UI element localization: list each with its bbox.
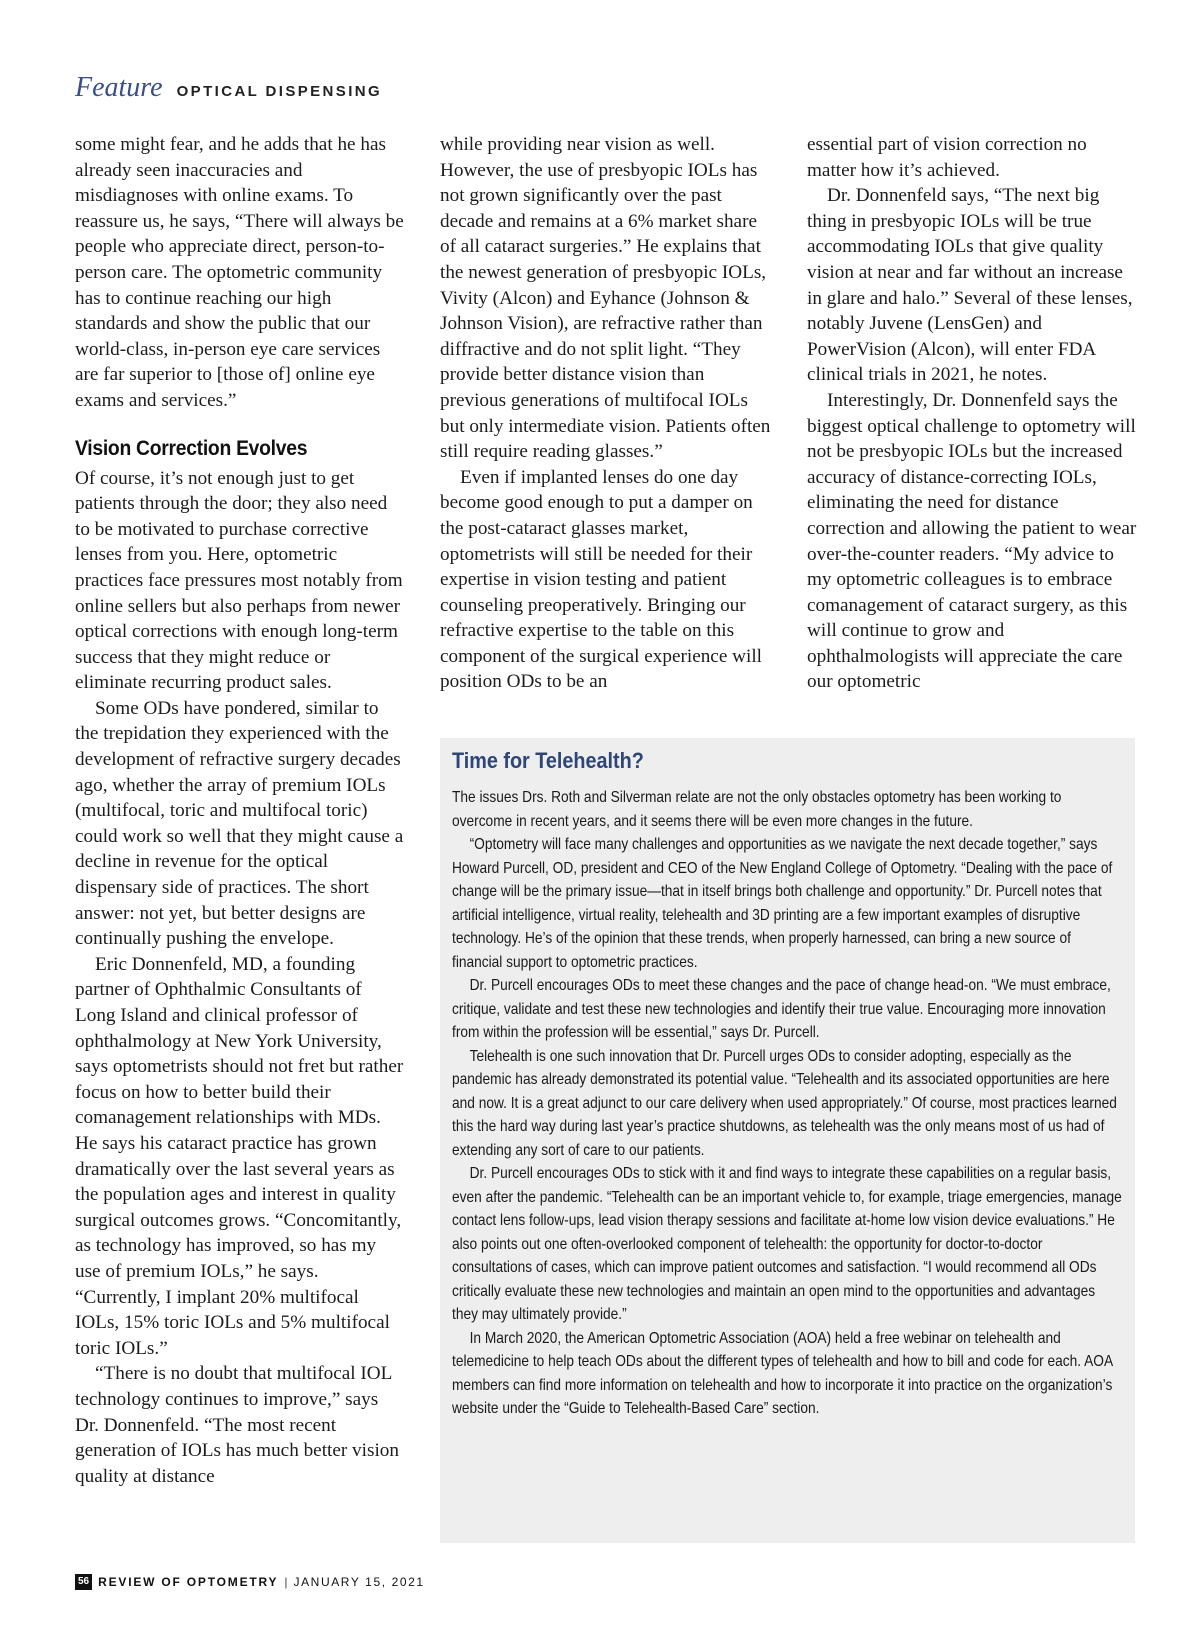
sidebar-paragraph-3: Dr. Purcell encourages ODs to meet these changes and the pace of change head-on. “We must embrace, critique, validate and test these new technologies and identify their true value. Encouraging more innovation from within the profession will be essential,” says Dr. Purcell.	[452, 977, 1111, 1041]
running-header	[75, 72, 382, 104]
sidebar-body	[452, 786, 1124, 1421]
column-2	[440, 132, 772, 695]
column-1	[75, 132, 405, 1489]
sidebar-paragraph-4: Telehealth is one such innovation that Dr. Purcell urges ODs to consider adopting, especially as the pandemic has already demonstrated its potential value. “Telehealth and its associated opportunities are here and now. It is a great adjunct to our care delivery when used appropriately.” Of course, most practices learned this the hard way during last year’s practice shutdowns, as telehealth was the only means most of us had of extending any sort of care to our patients.	[452, 1047, 1117, 1159]
col3-paragraph-2: Dr. Donnenfeld says, “The next big thing in presbyopic IOLs will be true accommodating IOLs that give quality vision at near and far without an increase in glare and halo.” Several of these lenses, notably Juvene (LensGen) and PowerVision (Alcon), will enter FDA clinical trials in 2021, he notes.	[807, 185, 1133, 386]
sidebar-paragraph-2: “Optometry will face many challenges and opportunities as we navigate the next decade together,” says Howard Purcell, OD, president and CEO of the New England College of Optometry. “Dealing with the pace of change will be the primary issue—that in itself brings both challenge and opportunity.” Dr. Purcell notes that artificial intelligence, virtual reality, telehealth and 3D printing are a few important examples of disruptive technology. He’s of the opinion that these trends, when properly harnessed, can bring a new source of financial support to optometric practices.	[452, 836, 1113, 971]
col1-paragraph-5: “There is no doubt that multifocal IOL technology continues to improve,” says Dr. Donnenfeld. “The most recent generation of IOLs has much better vision quality at distance	[75, 1363, 399, 1487]
col2-paragraph-2: Even if implanted lenses do one day become good enough to put a damper on the post-cataract glasses market, optometrists will still be needed for their expertise in vision testing and patient counseling preoperatively. Bringing our refractive expertise to the table on this component of the surgical experience will position ODs to be an	[440, 466, 762, 693]
col1-paragraph-2: Of course, it’s not enough just to get patients through the door; they also need to be motivated to purchase corrective lenses from you. Here, optometric practices face pressures most notably from online sellers but also perhaps from newer optical corrections with enough long-term success that they might reduce or eliminate recurring product sales.	[75, 467, 403, 694]
sidebar-paragraph-6: In March 2020, the American Optometric Association (AOA) held a free webinar on telehealth and telemedicine to help teach ODs about the different types of telehealth and how to bill and code for each. AOA members can find more information on telehealth and how to incorporate it into practice on the organization’s website under the “Guide to Telehealth-Based Care” section.	[452, 1329, 1113, 1417]
col3-paragraph-3: Interestingly, Dr. Donnenfeld says the biggest optical challenge to optometry will not be presbyopic IOLs but the increased accuracy of distance-correcting IOLs, eliminating the need for distance correction and allowing the patient to wear over-the-counter readers. “My advice to my optometric colleagues is to embrace comanagement of cataract surgery, as this will continue to grow and ophthalmologists will appreciate the care our optometric	[807, 389, 1137, 693]
publication-name: REVIEW OF OPTOMETRY	[98, 1575, 279, 1589]
col3-paragraph-1: essential part of vision correction no matter how it’s achieved.	[807, 134, 1087, 181]
col1-paragraph-4: Eric Donnenfeld, MD, a founding partner of Ophthalmic Consultants of Long Island and clinical professor of ophthalmology at New York University, says optometrists should not fret but rather focus on how to better build their comanagement relationships with MDs. He says his cataract practice has grown dramatically over the last several years as the population ages and interest in quality surgical outcomes grows. “Concomitantly, as technology has improved, so has my use of premium IOLs,” he says. “Currently, I implant 20% multifocal IOLs, 15% toric IOLs and 5% multifocal toric IOLs.”	[75, 953, 404, 1359]
sidebar-paragraph-1: The issues Drs. Roth and Silverman relate are not the only obstacles optometry has been working to overcome in recent years, and it seems there will be even more changes in the future.	[452, 789, 1062, 830]
feature-label: Feature	[75, 72, 163, 103]
page-number: 56	[75, 1574, 92, 1590]
footer-separator: |	[284, 1575, 288, 1589]
column-3	[807, 132, 1139, 695]
issue-date: JANUARY 15, 2021	[293, 1575, 425, 1589]
col2-paragraph-1: while providing near vision as well. However, the use of presbyopic IOLs has not grown significantly over the past decade and remains at a 6% market share of all cataract surgeries.” He explains that the newest generation of presbyopic IOLs, Vivity (Alcon) and Eyhance (Johnson & Johnson Vision), are refractive rather than diffractive and do not split light. “They provide better distance vision than previous generations of multifocal IOLs but only intermediate vision. Patients often still require reading glasses.”	[440, 134, 771, 463]
page-footer	[75, 1574, 425, 1590]
telehealth-sidebar	[440, 738, 1135, 1543]
sidebar-paragraph-5: Dr. Purcell encourages ODs to stick with it and find ways to integrate these capabilities on a regular basis, even after the pandemic. “Telehealth can be an important vehicle to, for example, triage emergencies, manage contact lens follow-ups, lead vision therapy sessions and facilitate at-home low vision device evaluations.” He also points out one often-overlooked component of telehealth: the opportunity for doctor-to-doctor consultations of cases, which can improve patient outcomes and satisfaction. “I would recommend all ODs critically evaluate these new technologies and maintain an open mind to the opportunities and advantages they may ultimately provide.”	[452, 1165, 1122, 1323]
col1-paragraph-3: Some ODs have pondered, similar to the trepidation they experienced with the development of refractive surgery decades ago, whether the array of premium IOLs (multifocal, toric and multifocal toric) could work so well that they might cause a decline in revenue for the optical dispensary side of practices. The short answer: not yet, but better designs are continually pushing the envelope.	[75, 697, 404, 950]
col1-paragraph-1: some might fear, and he adds that he has already seen inaccuracies and misdiagnoses with online exams. To reassure us, he says, “There will always be people who appreciate direct, person-to-person care. The optometric community has to continue reaching our high standards and show the public that our world-class, in-person eye care services are far superior to [those of] online eye exams and services.”	[75, 134, 404, 411]
sidebar-title: Time for Telehealth?	[452, 748, 644, 773]
section-label: OPTICAL DISPENSING	[176, 83, 383, 100]
subhead-vision-correction: Vision Correction Evolves	[75, 436, 308, 460]
